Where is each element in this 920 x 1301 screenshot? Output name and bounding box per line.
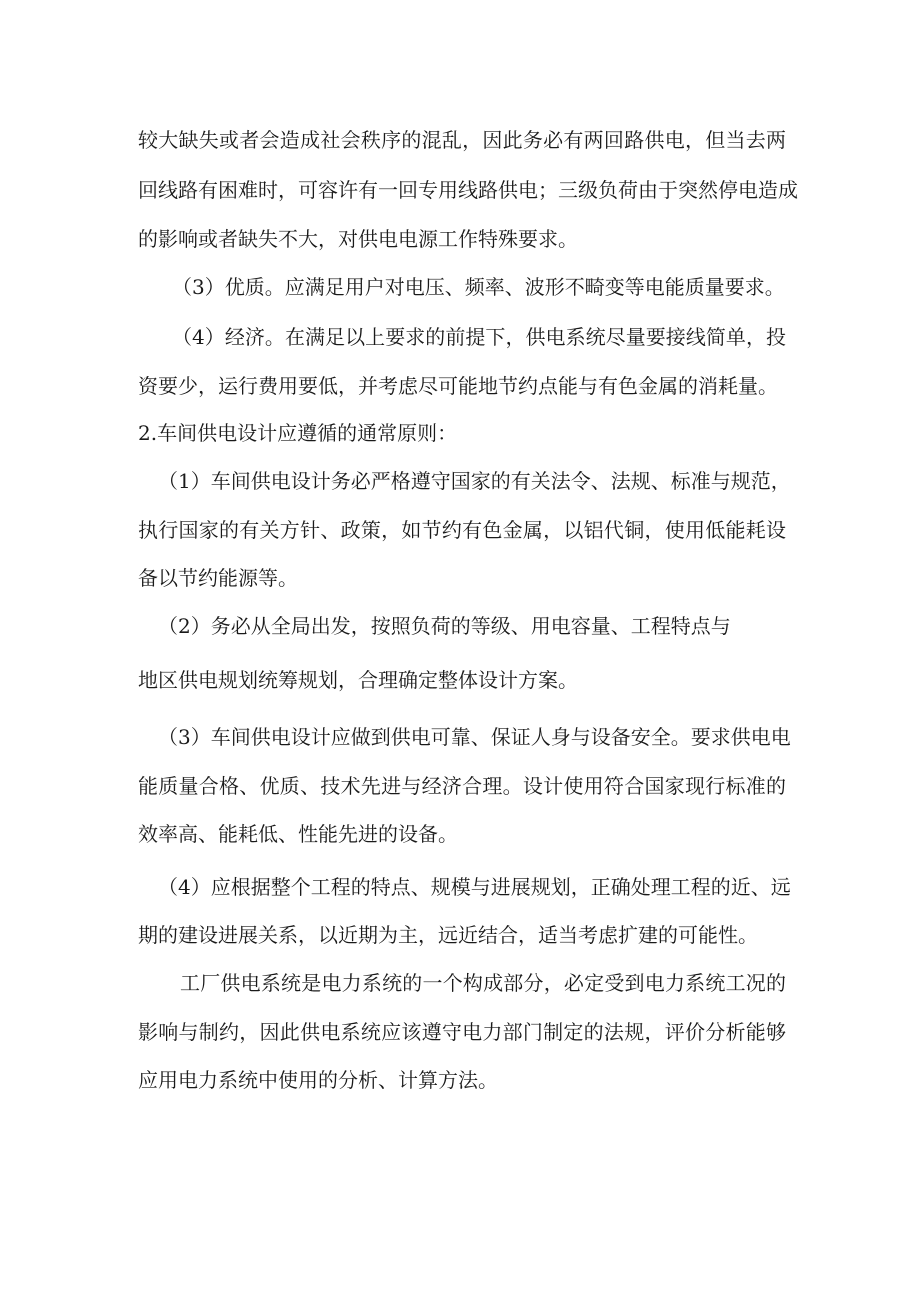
text-line: （3）优质。应满足用户对电压、频率、波形不畸变等电能质量要求。 [172, 275, 785, 299]
text-line: 应用电力系统中使用的分析、计算方法。 [138, 1068, 498, 1092]
text-line: 影响与制约，因此供电系统应该遵守电力部门制定的法规，评价分析能够 [138, 1020, 786, 1044]
text-line: 备以节约能源等。 [138, 566, 298, 590]
text-line: （2）务必从全局出发，按照负荷的等级、用电容量、工程特点与 [158, 614, 731, 638]
text-line: （1）车间供电设计务必严格遵守国家的有关法令、法规、标准与规范， [158, 469, 791, 493]
text-line: 能质量合格、优质、技术先进与经济合理。设计使用符合国家现行标准的 [138, 774, 786, 798]
text-line: （3）车间供电设计应做到供电可靠、保证人身与设备安全。要求供电电 [158, 725, 791, 749]
text-line: 工厂供电系统是电力系统的一个构成部分，必定受到电力系统工况的 [180, 971, 786, 995]
text-line: 回线路有困难时，可容许有一回专用线路供电；三级负荷由于突然停电造成 [138, 178, 798, 202]
text-line: 地区供电规划统筹规划，合理确定整体设计方案。 [138, 668, 578, 692]
text-line: 的影响或者缺失不大，对供电电源工作特殊要求。 [138, 227, 578, 251]
text-line: 资要少，运行费用要低，并考虑尽可能地节约点能与有色金属的消耗量。 [138, 374, 778, 398]
text-line: 效率高、能耗低、性能先进的设备。 [138, 822, 458, 846]
text-line: （4）应根据整个工程的特点、规模与进展规划，正确处理工程的近、远 [158, 875, 791, 899]
section-heading-text: 2.车间供电设计应遵循的通常原则： [138, 421, 458, 445]
text-line: 执行国家的有关方针、政策，如节约有色金属，以铝代铜，使用低能耗设 [138, 518, 786, 542]
text-line: （4）经济。在满足以上要求的前提下，供电系统尽量要接线简单，投 [172, 325, 786, 349]
text-line: 期的建设进展关系，以近期为主，远近结合，适当考虑扩建的可能性。 [138, 923, 758, 947]
text-line: 较大缺失或者会造成社会秩序的混乱，因此务必有两回路供电，但当去两 [138, 128, 786, 152]
